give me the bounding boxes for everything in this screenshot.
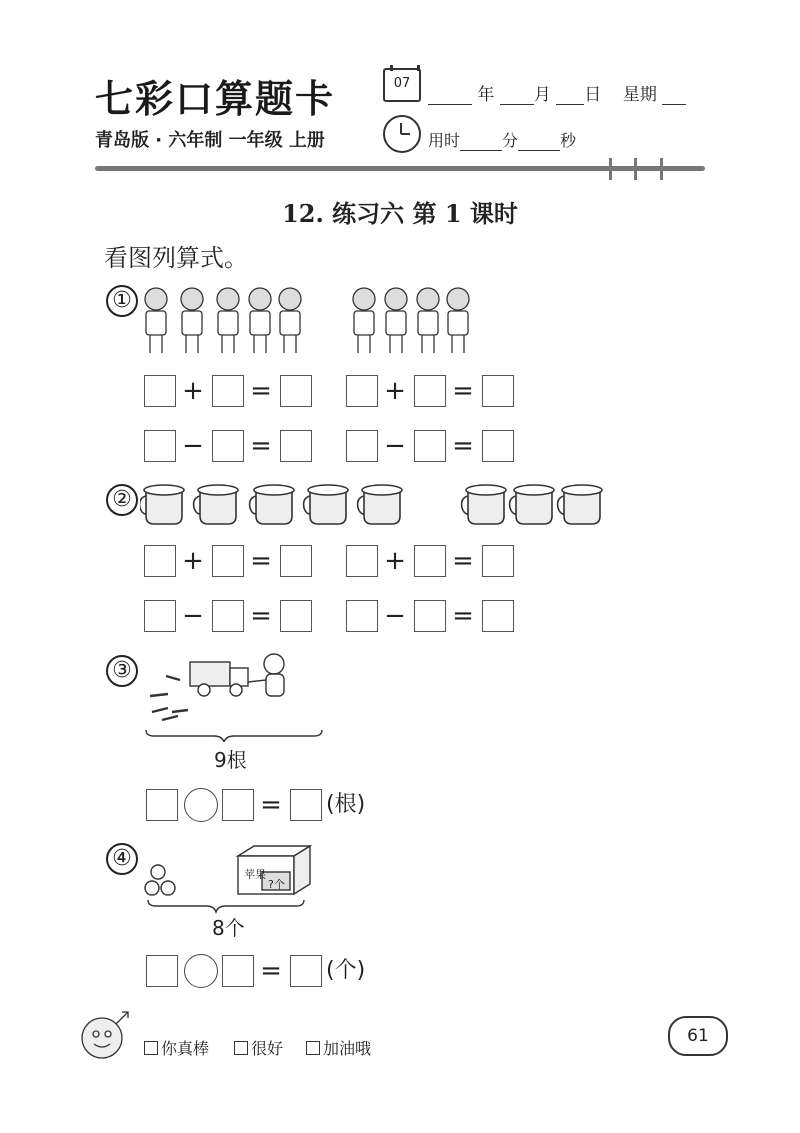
operator-circle[interactable] <box>184 954 218 988</box>
rating-option[interactable]: 你真棒 <box>144 1036 209 1059</box>
year-label: 年 <box>477 85 495 105</box>
equals-sign: = <box>250 546 272 576</box>
equals-sign: = <box>452 601 474 631</box>
page-number: 61 <box>668 1016 728 1056</box>
checkbox-icon[interactable] <box>306 1041 320 1055</box>
month-label: 月 <box>533 85 551 105</box>
rating-option[interactable]: 很好 <box>234 1036 283 1059</box>
minus-sign: − <box>384 431 406 461</box>
checkbox-icon[interactable] <box>234 1041 248 1055</box>
brace-label: 8个 <box>212 916 245 940</box>
children-illustration <box>138 283 478 359</box>
answer-box[interactable] <box>222 955 254 987</box>
cups-illustration <box>140 482 612 530</box>
weekday-label: 星期 <box>622 85 657 105</box>
equals-sign: = <box>452 376 474 406</box>
answer-box[interactable] <box>482 545 514 577</box>
divider-tick <box>609 158 612 180</box>
answer-box[interactable] <box>346 545 378 577</box>
answer-box[interactable] <box>212 600 244 632</box>
day-label: 日 <box>584 85 602 105</box>
header-divider <box>95 166 705 171</box>
minus-sign: − <box>182 601 204 631</box>
plus-sign: + <box>182 546 204 576</box>
answer-box[interactable] <box>414 545 446 577</box>
answer-box[interactable] <box>212 375 244 407</box>
answer-box[interactable] <box>346 375 378 407</box>
answer-box[interactable] <box>144 600 176 632</box>
minute-label: 分 <box>502 131 519 150</box>
equals-sign: = <box>250 431 272 461</box>
divider-tick <box>634 158 637 180</box>
question-number: ② <box>106 484 138 516</box>
question-number: ④ <box>106 843 138 875</box>
plus-sign: + <box>182 376 204 406</box>
answer-box[interactable] <box>280 375 312 407</box>
operator-circle[interactable] <box>184 788 218 822</box>
question-number: ③ <box>106 655 138 687</box>
equals-sign: = <box>452 431 474 461</box>
answer-box[interactable] <box>280 600 312 632</box>
answer-box[interactable] <box>290 955 322 987</box>
divider-tick <box>660 158 663 180</box>
checkbox-icon[interactable] <box>144 1041 158 1055</box>
answer-box[interactable] <box>346 430 378 462</box>
unit-label: (根) <box>326 792 366 817</box>
answer-box[interactable] <box>222 789 254 821</box>
apples-box-illustration <box>142 838 318 914</box>
answer-box[interactable] <box>144 545 176 577</box>
edition-label: 青岛版 · 六年制 一年级 上册 <box>95 130 325 151</box>
time-line <box>428 128 576 151</box>
clock-icon <box>383 115 421 153</box>
minus-sign: − <box>182 431 204 461</box>
truck-dog-illustration <box>142 650 324 742</box>
answer-box[interactable] <box>414 600 446 632</box>
answer-box[interactable] <box>212 545 244 577</box>
answer-box[interactable] <box>280 430 312 462</box>
box-count: ?个 <box>268 878 285 891</box>
brand-logo: 七彩口算题卡 <box>95 76 336 121</box>
brace-label: 9根 <box>214 748 247 772</box>
question-number: ① <box>106 285 138 317</box>
rating-option[interactable]: 加油哦 <box>306 1036 371 1059</box>
answer-box[interactable] <box>482 430 514 462</box>
minus-sign: − <box>384 601 406 631</box>
answer-box[interactable] <box>482 600 514 632</box>
equals-sign: = <box>452 546 474 576</box>
equals-sign: = <box>260 790 282 820</box>
answer-box[interactable] <box>146 789 178 821</box>
answer-box[interactable] <box>346 600 378 632</box>
equals-sign: = <box>260 956 282 986</box>
answer-box[interactable] <box>144 430 176 462</box>
mascot-icon <box>72 1006 134 1070</box>
plus-sign: + <box>384 376 406 406</box>
answer-box[interactable] <box>144 375 176 407</box>
unit-label: (个) <box>326 958 366 983</box>
time-label: 用时 <box>428 131 461 150</box>
date-line <box>428 80 686 105</box>
answer-box[interactable] <box>290 789 322 821</box>
second-label: 秒 <box>560 131 577 150</box>
box-label: 苹果 <box>244 868 266 881</box>
answer-box[interactable] <box>414 375 446 407</box>
answer-box[interactable] <box>280 545 312 577</box>
answer-box[interactable] <box>146 955 178 987</box>
answer-box[interactable] <box>212 430 244 462</box>
plus-sign: + <box>384 546 406 576</box>
equals-sign: = <box>250 376 272 406</box>
calendar-icon: 07 <box>383 68 421 102</box>
answer-box[interactable] <box>414 430 446 462</box>
equals-sign: = <box>250 601 272 631</box>
lesson-title: 12. 练习六 第 1 课时 <box>282 199 518 228</box>
instruction: 看图列算式。 <box>104 244 248 272</box>
answer-box[interactable] <box>482 375 514 407</box>
